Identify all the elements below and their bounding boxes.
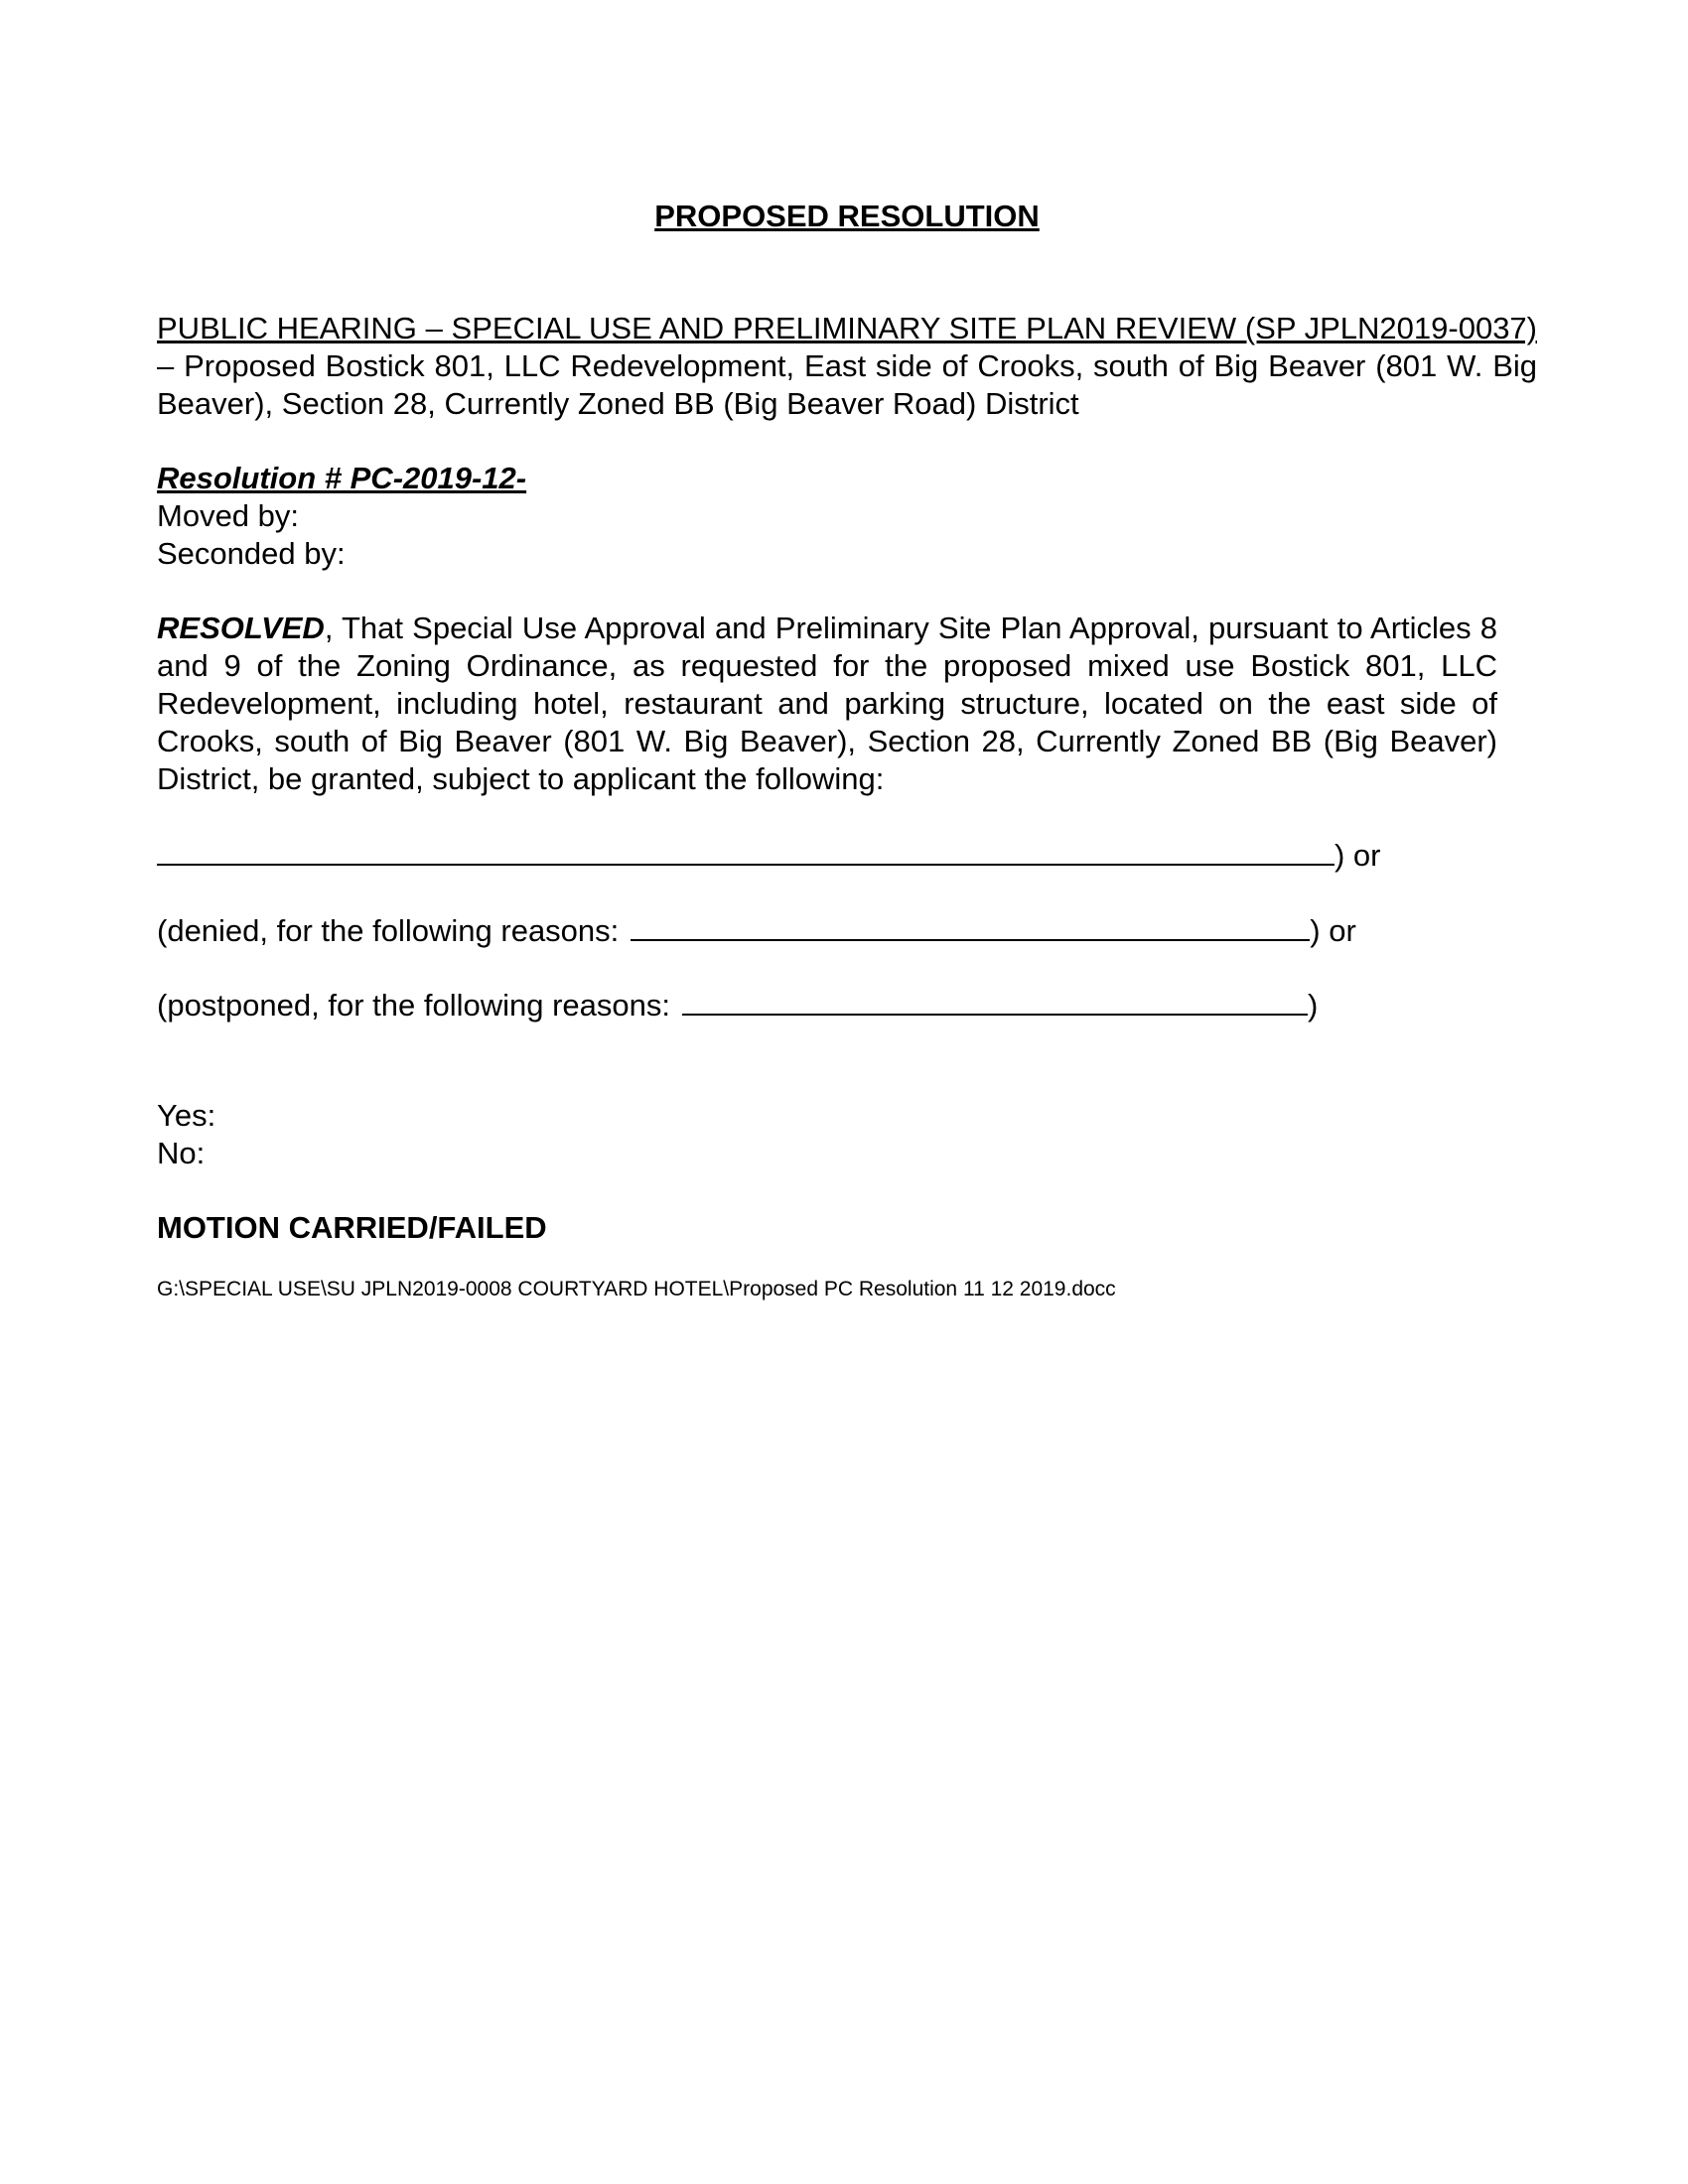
no-label: No: <box>157 1136 206 1170</box>
granted-conditions-line <box>157 836 1381 875</box>
hearing-heading <box>157 310 1537 423</box>
seconded-by-label: Seconded by: <box>157 536 346 571</box>
postponed-line <box>157 986 1318 1024</box>
denied-blank[interactable] <box>631 911 1310 941</box>
postponed-blank[interactable] <box>682 986 1308 1016</box>
hearing-heading-rest: – Proposed Bostick 801, LLC Redevelopment, East side of Crooks, south of Big Beaver (801 W. Big Beaver), Section 28, Currently Zoned BB (Big Beaver Road) District <box>157 348 1537 421</box>
postponed-suffix: ) <box>1307 988 1319 1023</box>
document-title: PROPOSED RESOLUTION <box>654 199 1040 233</box>
denied-suffix: ) or <box>1310 913 1356 948</box>
moved-by-label: Moved by: <box>157 498 300 533</box>
resolved-paragraph <box>157 610 1497 798</box>
motion-result: MOTION CARRIED/FAILED <box>157 1210 547 1245</box>
denied-line <box>157 911 1356 950</box>
resolution-number: Resolution # PC-2019-12- <box>157 461 527 495</box>
granted-suffix: ) or <box>1335 838 1381 873</box>
postponed-label: (postponed, for the following reasons: <box>157 988 670 1023</box>
denied-label: (denied, for the following reasons: <box>157 913 620 948</box>
resolved-text: , That Special Use Approval and Preliminary Site Plan Approval, pursuant to Articles 8 and 9 of the Zoning Ordinance, as requested for the proposed mixed use Bostick 801, LLC Redevelopment, including hotel, restaurant and parking structure, located on the east side of Crooks, south of Big Beaver (801 W. Big Beaver), Section 28, Currently Zoned BB (Big Beaver) District, be granted, subject to applicant the following: <box>157 611 1497 796</box>
file-path-footer: G:\SPECIAL USE\SU JPLN2019-0008 COURTYARD HOTEL\Proposed PC Resolution 11 12 2019.docc <box>157 1278 1116 1300</box>
yes-label: Yes: <box>157 1098 216 1133</box>
granted-blank[interactable] <box>157 836 1335 866</box>
hearing-heading-underlined: PUBLIC HEARING – SPECIAL USE AND PRELIMINARY SITE PLAN REVIEW (SP JPLN2019-0037) <box>157 311 1537 345</box>
resolved-lead: RESOLVED <box>157 611 325 645</box>
